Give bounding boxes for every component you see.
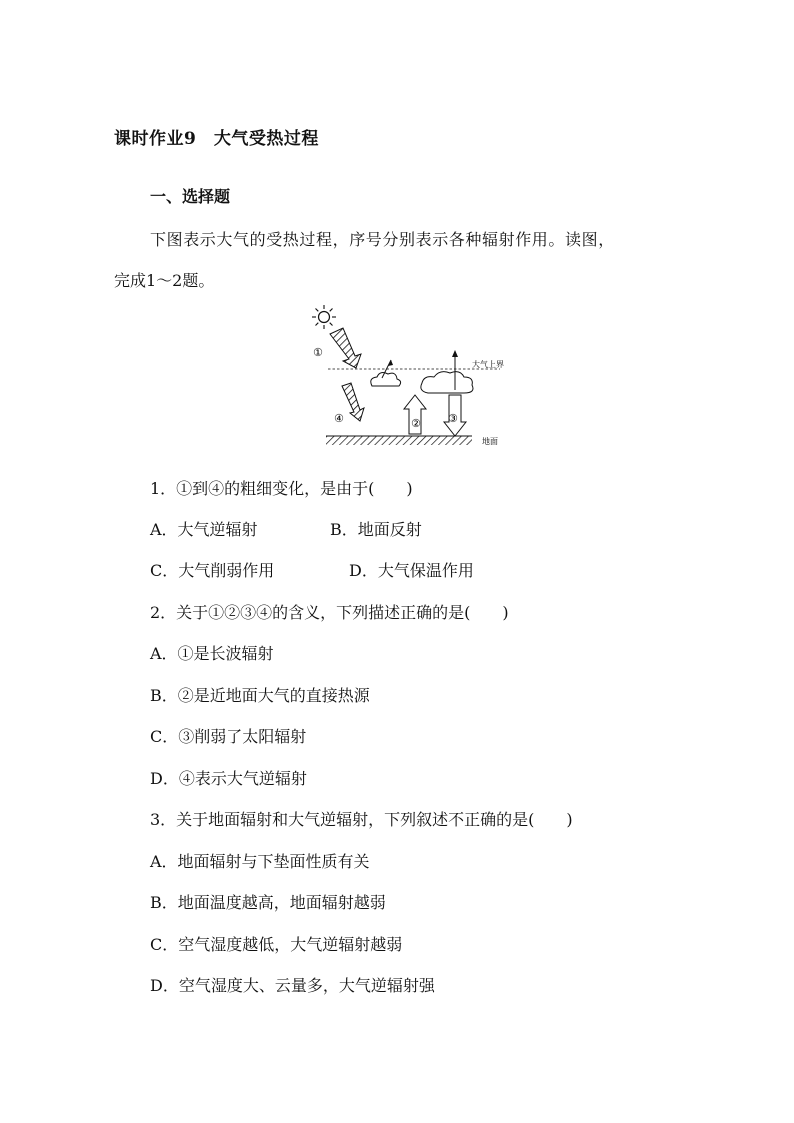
question-3-option-a: A．地面辐射与下垫面性质有关 [150,852,370,871]
question-2-stem: 2．关于①②③④的含义，下列描述正确的是( ) [150,603,509,622]
section-heading: 一、选择题 [150,187,231,206]
ground-surface [326,436,472,445]
atmosphere-heating-diagram [300,300,530,460]
label-upper-atmosphere: 大气上界 [472,360,504,369]
question-3-option-c: C．空气湿度越低，大气逆辐射越弱 [150,935,403,954]
question-2-option-a: A．①是长波辐射 [150,644,274,663]
question-3-stem: 3．关于地面辐射和大气逆辐射，下列叙述不正确的是( ) [150,810,573,829]
question-1-option-c: C．大气削弱作用 [150,561,275,580]
question-1-option-a: A．大气逆辐射 [150,520,258,539]
label-n4: ④ [334,412,344,425]
cloud-left [371,360,401,386]
arrow-1 [330,328,361,368]
question-1-stem: 1．①到④的粗细变化，是由于( ) [150,479,413,498]
question-2-option-d: D．④表示大气逆辐射 [150,769,307,788]
question-1-option-b: B．地面反射 [330,520,422,539]
label-n2: ② [411,417,421,430]
intro-text-line2: 完成1～2题。 [114,271,215,290]
page-title: 课时作业9 大气受热过程 [114,129,319,149]
label-n1: ① [313,346,323,359]
intro-text-line1: 下图表示大气的受热过程，序号分别表示各种辐射作用。读图， [150,230,615,249]
arrow-4 [342,383,364,421]
question-1-option-d: D．大气保温作用 [349,561,474,580]
question-3-option-b: B．地面温度越高，地面辐射越弱 [150,893,386,912]
question-2-option-b: B．②是近地面大气的直接热源 [150,686,370,705]
sun-icon [312,305,336,329]
label-ground: 地面 [482,437,498,446]
cloud-right [421,350,473,393]
question-2-option-c: C．③削弱了太阳辐射 [150,727,307,746]
label-n3: ③ [448,412,458,425]
question-3-option-d: D．空气湿度大、云量多，大气逆辐射强 [150,976,435,995]
